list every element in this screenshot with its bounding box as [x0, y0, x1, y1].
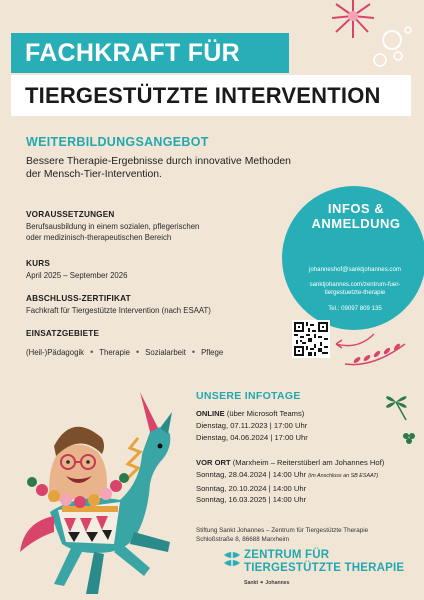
date-text: Dienstag, 04.06.2024: [196, 432, 269, 442]
info-url-line-1: sanktjohannes.com/zentrum-fuer-: [309, 281, 401, 288]
online-dates: [196, 408, 418, 443]
separator-bar: |: [269, 420, 272, 430]
date-text: Sonntag, 20.10.2024: [196, 483, 267, 493]
time-text: 17:00 Uhr: [274, 432, 308, 442]
time-text: 14:00 Uhr: [272, 469, 307, 479]
list-item: [196, 469, 418, 483]
certificate-label: ABSCHLUSS-ZERTIFIKAT: [26, 294, 131, 303]
online-label: ONLINE: [196, 409, 225, 418]
logo-wave-icon: [222, 549, 242, 573]
list-item: [196, 494, 418, 506]
title-line-1: FACHKRAFT FÜR: [11, 33, 289, 73]
arrow-icon: [328, 330, 378, 352]
date-text: Dienstag, 07.11.2023: [196, 420, 268, 430]
fields-label: EINSATZGEBIETE: [26, 329, 100, 338]
requirements-line-2: oder medizinisch-therapeutischen Bereich: [26, 233, 172, 243]
info-url-link[interactable]: [293, 281, 417, 297]
offer-subtitle-line-2: der Mensch-Tier-Intervention.: [26, 169, 162, 181]
field-item: Therapie: [99, 347, 131, 357]
time-text: 14:00 Uhr: [272, 495, 307, 505]
offer-subtitle-line-1: Bessere Therapie-Ergebnisse durch innovative Methoden: [26, 156, 291, 167]
logo-text: [244, 549, 404, 575]
time-text: 14:00 Uhr: [272, 483, 307, 493]
qr-code-icon[interactable]: [292, 320, 330, 358]
course-section: [26, 259, 276, 281]
flower-decoration-icon: [296, 0, 416, 75]
separator-dot: •: [191, 347, 196, 357]
onsite-label: VOR ORT: [196, 458, 231, 467]
onsite-dates: [196, 457, 418, 506]
foundation-name: Stiftung Sankt Johannes – Zentrum für Tiergestützte Therapie: [196, 527, 369, 534]
date-text: Sonntag, 28.04.2024: [196, 469, 267, 479]
online-header: [196, 408, 418, 420]
list-item: [196, 420, 418, 432]
field-item: Pflege: [201, 347, 224, 357]
info-phone: Tel.: 09097 809 135: [328, 305, 382, 312]
infotage-heading: UNSERE INFOTAGE: [196, 390, 301, 402]
qr-code-graphic: [294, 322, 328, 356]
logo-line-2: TIERGESTÜTZTE THERAPIE: [244, 562, 405, 574]
date-text: Sonntag, 16.03.2025: [196, 495, 267, 505]
info-email-link[interactable]: johanneshof@sanktjohannes.com: [309, 266, 401, 273]
field-item: (Heil-)Pädagogik: [26, 347, 85, 357]
onsite-header: [196, 457, 418, 469]
certificate-text: Fachkraft für Tiergestützte Intervention (nach ESAAT): [26, 306, 211, 315]
fields-section: [26, 329, 276, 338]
online-note: (über Microsoft Teams): [226, 409, 305, 418]
field-item: Sozialarbeit: [145, 347, 186, 357]
requirements-label: VORAUSSETZUNGEN: [26, 210, 115, 219]
separator-bar: |: [268, 495, 271, 505]
requirements-text: [26, 221, 276, 243]
list-item: [196, 483, 418, 495]
requirements-line-1: Berufsausbildung in einem sozialen, pflegerischen: [26, 222, 200, 231]
course-text: April 2025 – September 2026: [26, 271, 128, 280]
separator-bar: |: [268, 469, 271, 479]
date-extra-note: (im Anschluss an SB ESAAT): [308, 472, 379, 479]
leaf-sprig-icon: [343, 338, 415, 378]
title-line-2: TIERGESTÜTZTE INTERVENTION: [11, 75, 411, 116]
certificate-section: [26, 294, 276, 316]
offer-heading: WEITERBILDUNGSANGEBOT: [26, 135, 209, 149]
child-unicorn-illustration-icon: [10, 372, 190, 600]
logo-line-1: ZENTRUM FÜR: [244, 549, 330, 561]
foundation-address: [196, 526, 418, 544]
course-label: KURS: [26, 259, 50, 268]
info-title: [300, 201, 412, 231]
info-title-line-2: ANMELDUNG: [311, 216, 401, 231]
requirements-section: [26, 210, 276, 243]
fields-list: [26, 347, 223, 357]
foundation-street: Schloßstraße 8, 86688 Marxheim: [196, 536, 290, 543]
info-url-line-2: tiergestuetzte-therapie: [324, 289, 386, 296]
separator-bar: |: [268, 483, 271, 493]
separator-bar: |: [270, 432, 273, 442]
separator-dot: •: [136, 347, 140, 357]
time-text: 17:00 Uhr: [273, 420, 308, 430]
logo-small-text: Sankt ⚭ Johannes: [244, 580, 290, 586]
list-item: [196, 432, 418, 444]
separator-dot: •: [90, 347, 94, 357]
info-title-line-1: INFOS &: [327, 201, 385, 216]
offer-subtitle: [26, 155, 316, 182]
onsite-note: (Marxheim – Reiterstüberl am Johannes Hof): [232, 458, 385, 467]
